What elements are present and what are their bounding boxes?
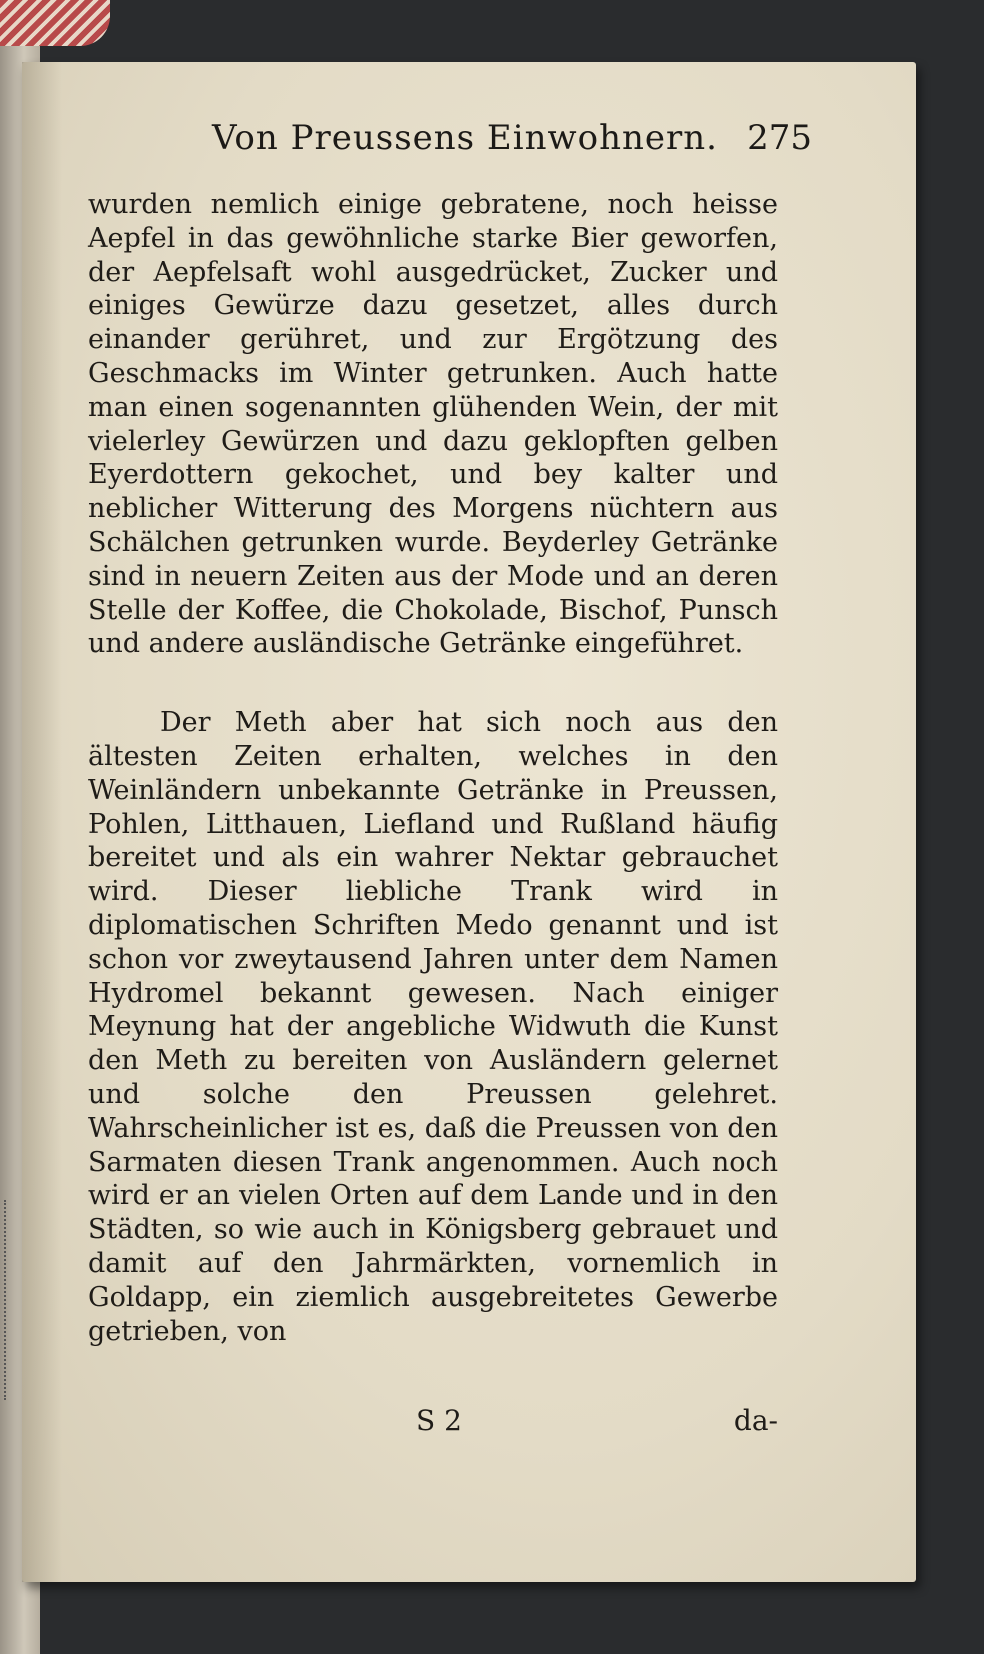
paragraph: Der Meth aber hat sich noch aus den ältesten Zeiten erhalten, welches in den Weinländern unbekannte Getränke in Preussen, Pohlen, Litthauen, Liefland und Rußland häufig bereitet und als ein wahrer Nektar gebrauchet wird. Dieser liebliche Trank wird in diplomatischen Schriften Medo genannt und ist schon vor zweytausend Jahren unter dem Namen Hydromel bekannt gewesen. Nach einiger Meynung hat der angebliche Widwuth die Kunst den Meth zu bereiten von Ausländern gelernet und solche den Preussen gelehret. Wahrscheinlicher ist es, daß die Preussen von den Sarmaten diesen Trank angenommen. Auch noch wird er an vielen Orten auf dem Lande und in den Städten, so wie auch in Königsberg gebrauet und damit auf den Jahrmärkten, vornemlich in Goldapp, ein ziemlich ausgebreitetes Gewerbe getrieben, von bbox=[88, 707, 778, 1347]
page-header bbox=[212, 118, 812, 174]
signature-mark: S 2 bbox=[416, 1404, 462, 1437]
gutter-shadow bbox=[22, 62, 62, 1582]
book-page bbox=[22, 62, 916, 1582]
paragraph: wurden nemlich einige gebratene, noch heisse Aepfel in das gewöhnliche starke Bier geworfen, der Aepfelsaft wohl ausgedrücket, Zucker und einiges Gewürze dazu gesetzet, alles durch einander gerühret, und zur Ergötzung des Geschmacks im Winter getrunken. Auch hatte man einen sogenannten glühenden Wein, der mit vielerley Gewürzen und dazu geklopften gelben Eyerdottern gekochet, und bey kalter und neblicher Witterung des Morgens nüchtern aus Schälchen getrunken wurde. Beyderley Getränke sind in neuern Zeiten aus der Mode und an deren Stelle der Koffee, die Chokolade, Bischof, Punsch und andere ausländische Getränke eingeführet. bbox=[88, 189, 778, 660]
catchword: da- bbox=[733, 1404, 778, 1437]
running-head: Von Preussens Einwohnern. bbox=[212, 118, 718, 158]
page-number: 275 bbox=[747, 118, 812, 158]
binding-marks bbox=[4, 1200, 16, 1400]
bookmark-ribbon bbox=[0, 0, 110, 46]
page-footer bbox=[88, 1404, 778, 1444]
page-body bbox=[88, 188, 778, 1348]
